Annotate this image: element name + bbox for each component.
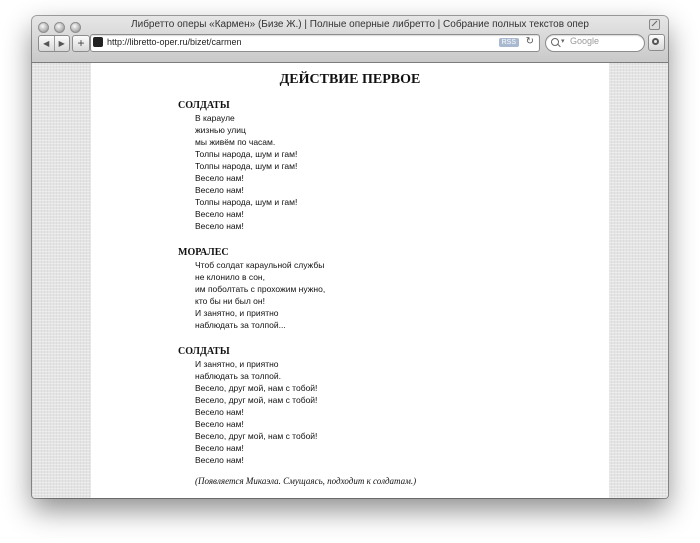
page-viewport[interactable] [32,63,668,498]
browser-window [32,16,668,498]
verse-line: Весело, друг мой, нам с тобой! [195,383,318,393]
back-button[interactable] [39,36,54,51]
speaker-block [178,345,317,466]
speaker-name: МОРАЛЕС [178,247,229,258]
verse-line: Толпы народа, шум и гам! [195,161,298,171]
window-title: Либретто оперы «Кармен» (Бизе Ж.) | Полные оперные либретто | Собрание полных текстов опер [131,19,589,30]
verse-line: Весело нам! [195,185,244,195]
zoom-window-icon[interactable] [70,22,81,33]
verse-line: Весело нам! [195,407,244,417]
verse-line: Весело нам! [195,209,244,219]
verse-line: Весело нам! [195,221,244,231]
verse-line: кто бы ни был он! [195,296,265,306]
verse-line: В карауле [195,113,235,123]
verse-line: И занятно, и приятно [195,308,279,318]
stage-direction: (Появляется Микаэла. Смущаясь, подходит к солдатам.) [195,476,417,486]
verse-line: Весело нам! [195,443,244,453]
site-favicon-icon [93,37,103,47]
address-bar[interactable] [90,34,540,52]
verse-line: Весело, друг мой, нам с тобой! [195,431,318,441]
verse-line: Весело нам! [195,455,244,465]
verse-line: не клонило в сон, [195,272,265,282]
verse-line: Толпы народа, шум и гам! [195,197,298,207]
verse-line: Весело нам! [195,419,244,429]
verse-line: жизнью улиц [195,125,246,135]
speaker-name: СОЛДАТЫ [178,100,230,111]
verse-line: И занятно, и приятно [195,359,279,369]
window-controls [38,22,81,33]
search-field[interactable] [545,34,645,52]
fullscreen-icon[interactable] [649,19,660,30]
close-window-icon[interactable] [38,22,49,33]
history-nav [38,35,70,52]
verse-line: наблюдать за толпой... [195,320,286,330]
gear-icon [652,38,659,45]
verse-line: Весело нам! [195,173,244,183]
verse [195,112,297,232]
speaker-block [178,246,325,331]
verse-line: Весело, друг мой, нам с тобой! [195,395,318,405]
add-bookmark-button[interactable] [72,35,90,52]
browser-toolbar [32,33,668,57]
verse-line: мы живём по часам. [195,137,276,147]
minimize-window-icon[interactable] [54,22,65,33]
settings-button[interactable] [648,34,665,51]
back-arrow-icon: ◀ [43,39,50,48]
forward-button[interactable] [54,36,70,51]
plus-icon: + [77,36,85,50]
act-title: ДЕЙСТВИЕ ПЕРВОЕ [279,72,421,87]
search-icon [551,38,559,46]
verse-line: Чтоб солдат караульной службы [195,260,325,270]
verse-line: наблюдать за толпой. [195,371,281,381]
verse-line: им поболтать с прохожим нужно, [195,284,326,294]
verse [195,259,325,331]
reload-icon[interactable]: ↻ [525,36,534,47]
title-bar [32,16,668,63]
search-engine-chevron-icon[interactable]: ▾ [561,38,565,45]
verse-line: Толпы народа, шум и гам! [195,149,298,159]
rss-button[interactable]: RSS [499,38,519,47]
page-column [91,63,609,498]
verse [195,358,317,466]
speaker-block [178,99,297,232]
search-input[interactable] [570,36,640,46]
forward-arrow-icon: ▶ [58,39,65,48]
speaker-name: СОЛДАТЫ [178,346,230,357]
url-text[interactable]: http://libretto-oper.ru/bizet/carmen [107,37,242,47]
